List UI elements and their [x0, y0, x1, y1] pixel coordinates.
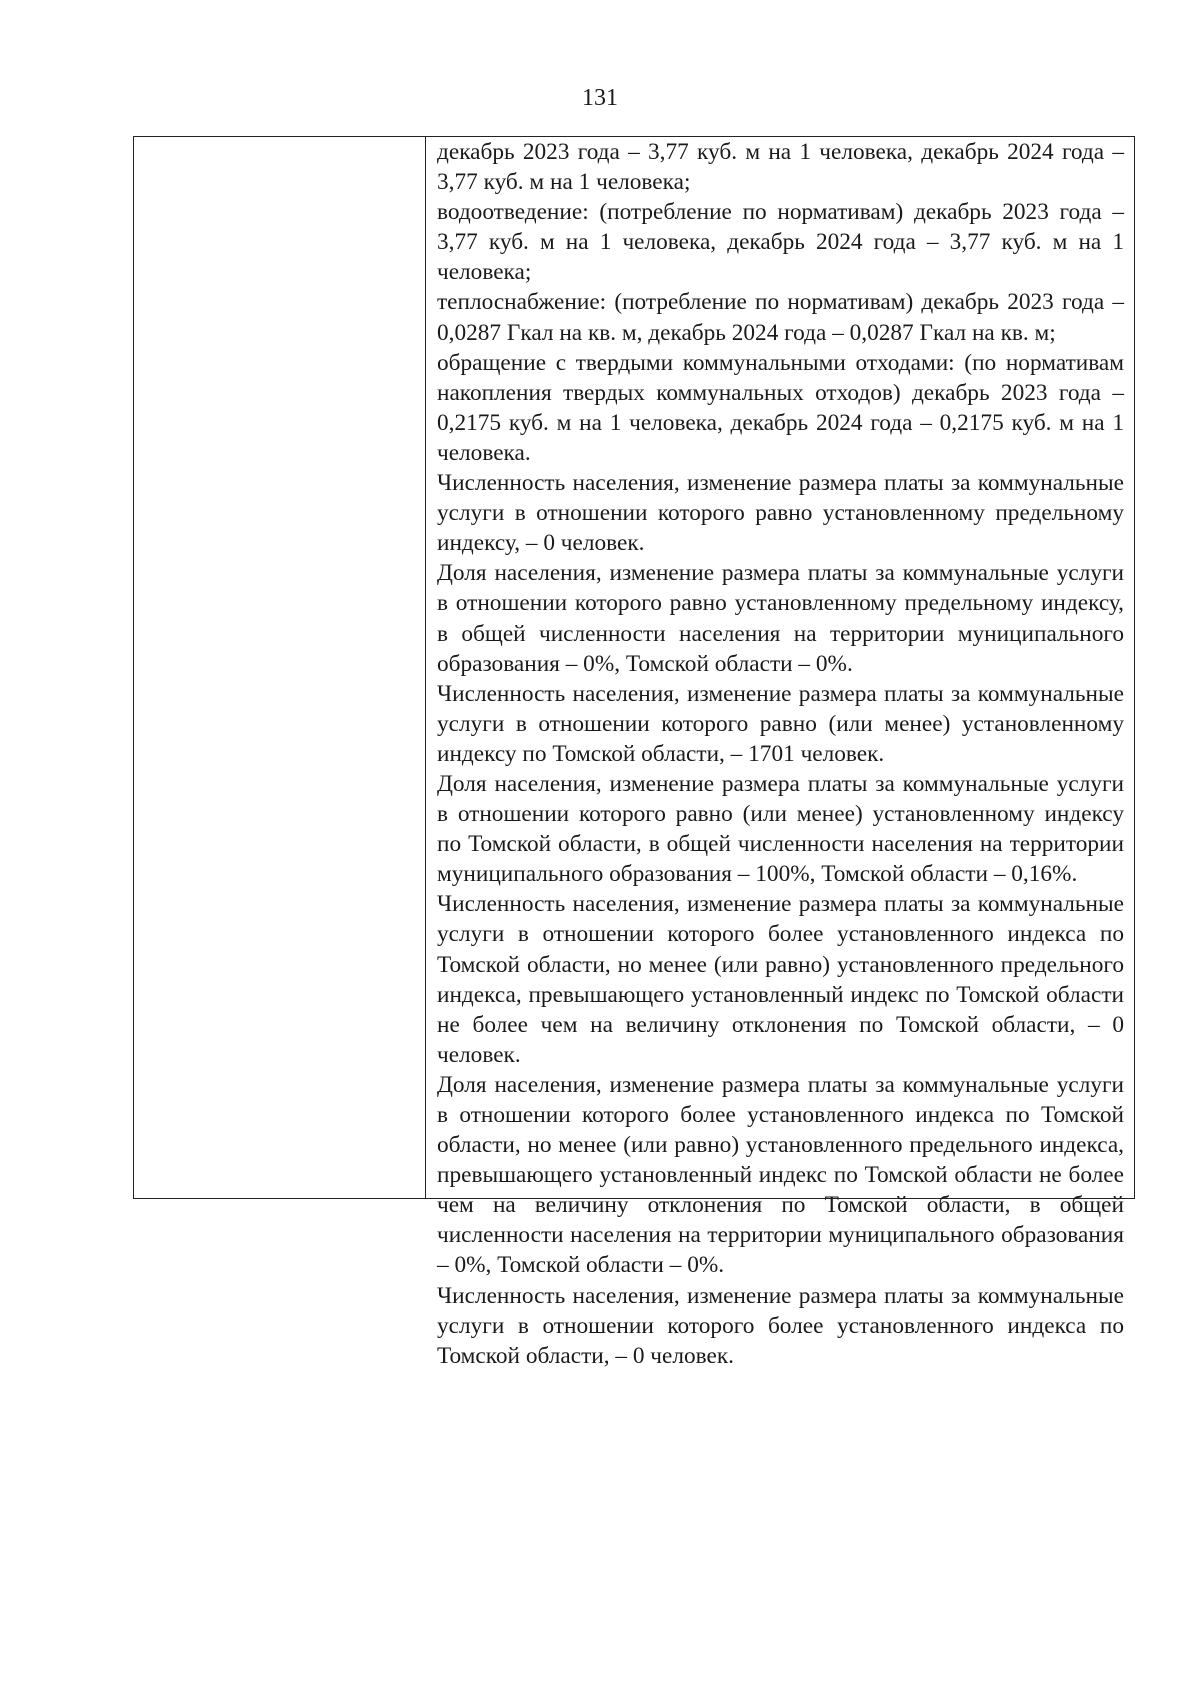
paragraph-solid-waste-norms: обращение с твердыми коммунальными отходами: (по нормативам накопления твердых коммунальных отходов) декабрь 2023 года – 0,2175 куб. м на 1 человека, декабрь 2024 года – 0,2175 куб. м на 1 человека.	[437, 349, 1124, 466]
paragraph-population-above-regional-index: Численность населения, изменение размера платы за коммунальные услуги в отношении которого более установленного индекса по Томской области, – 0 человек.	[437, 1282, 1124, 1369]
page-number: 131	[582, 85, 618, 111]
table-left-cell	[134, 137, 426, 1198]
paragraph-share-within-regional-index: Доля населения, изменение размера платы за коммунальные услуги в отношении которого равно (или менее) установленному индексу по Томской области, в общей численности населения на территории муниципального образования – 100%, Томской области – 0,16%.	[437, 770, 1124, 888]
paragraph-wastewater-norms: водоотведение: (потребление по нормативам) декабрь 2023 года – 3,77 куб. м на 1 человека, декабрь 2024 года – 3,77 куб. м на 1 человека;	[437, 199, 1124, 286]
document-table	[133, 136, 1135, 1369]
paragraph-population-equal-limit-index: Численность населения, изменение размера платы за коммунальные услуги в отношении которого равно установленному предельному индексу, – 0 человек.	[437, 470, 1124, 557]
paragraph-population-above-index-within-deviation: Численность населения, изменение размера платы за коммунальные услуги в отношении которого более установленного индекса по Томской области, но менее (или равно) установленного предельного индекса, превышающего установленный индекс по Томской области не более чем на величину отклонения по Томской области, – 0 человек.	[437, 891, 1124, 1068]
paragraph-share-equal-limit-index: Доля населения, изменение размера платы за коммунальные услуги в отношении которого равно установленному предельному индексу, в общей численности населения на территории муниципального образования – 0%, Томской области – 0%.	[437, 560, 1124, 677]
paragraph-share-above-index-within-deviation: Доля населения, изменение размера платы за коммунальные услуги в отношении которого более установленного индекса по Томской области, но менее (или равно) установленного предельного индекса, превышающего установленный индекс по Томской области не более чем на величину отклонения по Томской области, в общей численности населения на территории муниципального образования – 0%, Томской области – 0%.	[437, 1071, 1124, 1279]
paragraph-population-within-regional-index: Численность населения, изменение размера платы за коммунальные услуги в отношении которого равно (или менее) установленному индексу по Томской области, – 1701 человек.	[437, 680, 1124, 767]
paragraph-heating-norms: теплоснабжение: (потребление по нормативам) декабрь 2023 года – 0,0287 Гкал на кв. м, декабрь 2024 года – 0,0287 Гкал на кв. м;	[437, 289, 1124, 346]
paragraph-water-supply-norms: декабрь 2023 года – 3,77 куб. м на 1 человека, декабрь 2024 года – 3,77 куб. м на 1 человека;	[437, 139, 1124, 196]
table-right-cell	[426, 137, 1134, 1369]
